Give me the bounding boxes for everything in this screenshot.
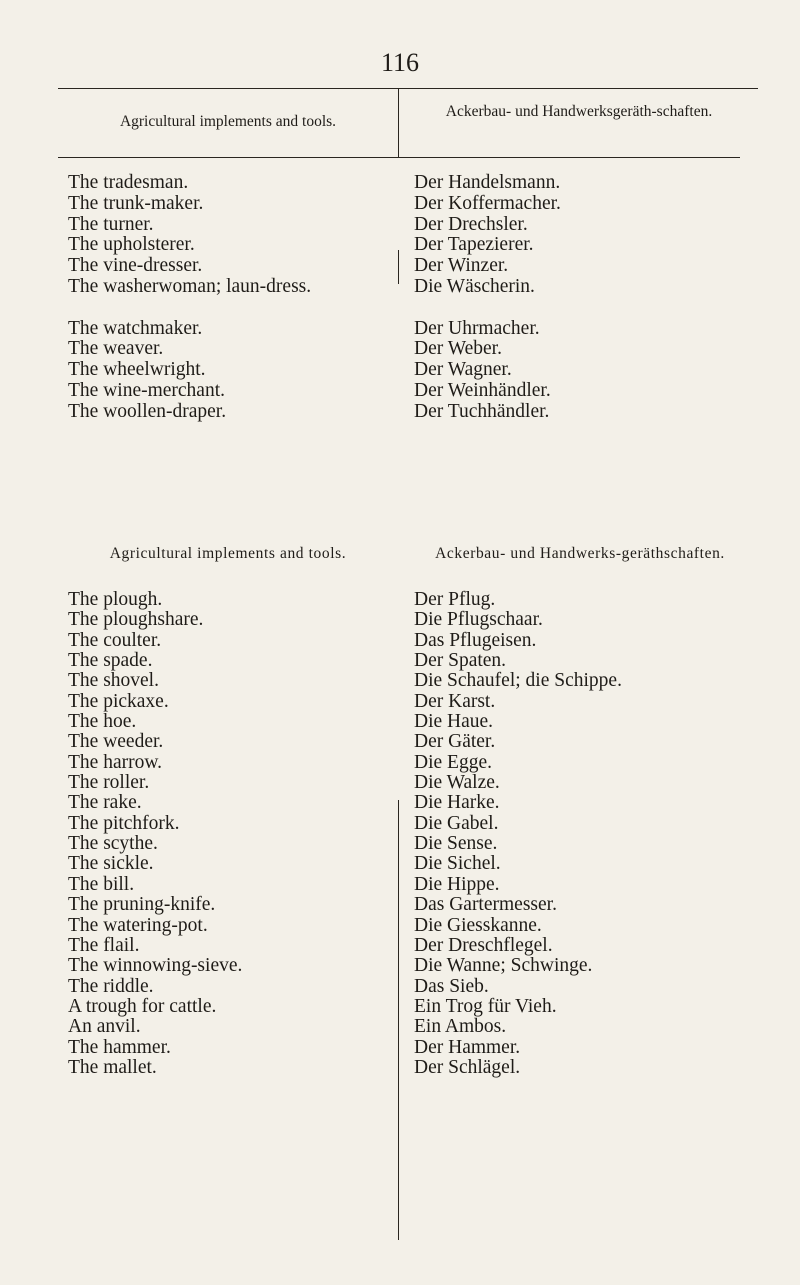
list-item: Ein Ambos. xyxy=(414,1016,507,1038)
list-item: Der Wagner. xyxy=(414,359,512,381)
list-item: Der Koffermacher. xyxy=(414,192,561,214)
list-item: Die Sense. xyxy=(414,833,498,855)
list-item: The watering-pot. xyxy=(68,914,208,936)
list-item: The pickaxe. xyxy=(68,690,169,712)
list-item: The ploughshare. xyxy=(68,609,204,631)
list-item: The wheelwright. xyxy=(68,359,206,381)
list-item: Die Pflugschaar. xyxy=(414,609,543,631)
list-item: The hammer. xyxy=(68,1036,171,1058)
list-item: Der Gäter. xyxy=(414,731,496,753)
list-item: The hoe. xyxy=(68,711,137,733)
list-item: Ein Trog für Vieh. xyxy=(414,995,557,1017)
section2-header-german: Ackerbau- und Handwerks-geräthschaften. xyxy=(435,545,725,562)
list-item: The flail. xyxy=(68,934,140,956)
section2-german-column xyxy=(414,590,760,1078)
section1-english-column xyxy=(68,173,396,423)
header-column-divider xyxy=(398,89,399,157)
list-item: Der Drechsler. xyxy=(414,213,528,235)
list-item: The pruning-knife. xyxy=(68,894,216,916)
list-item: Der Uhrmacher. xyxy=(414,317,540,339)
list-item: Der Spaten. xyxy=(414,650,507,672)
list-item: Der Karst. xyxy=(414,690,496,712)
list-item: Der Dreschflegel. xyxy=(414,934,553,956)
list-item: The watchmaker. xyxy=(68,317,203,339)
list-item: The riddle. xyxy=(68,975,154,997)
list-item: Der Hammer. xyxy=(414,1036,521,1058)
list-item: Die Giesskanne. xyxy=(414,914,542,936)
list-item: The scythe. xyxy=(68,833,158,855)
section2-english-column xyxy=(68,590,396,1078)
list-item: The woollen-draper. xyxy=(68,400,227,422)
list-item: The wine-merchant. xyxy=(68,379,226,401)
list-item: Die Harke. xyxy=(414,792,500,814)
list-item: The weeder. xyxy=(68,731,164,753)
list-item: The mallet. xyxy=(68,1056,157,1078)
list-item: The washerwoman; laun-dress. xyxy=(68,275,312,297)
list-item: An anvil. xyxy=(68,1016,141,1038)
list-item: The sickle. xyxy=(68,853,154,875)
list-item: The trunk-maker. xyxy=(68,192,204,214)
list-item: Der Weinhändler. xyxy=(414,379,551,401)
header-underline-rule xyxy=(58,157,740,158)
list-item: The vine-dresser. xyxy=(68,255,203,277)
list-item: The tradesman. xyxy=(68,172,189,193)
list-item: Das Gartermesser. xyxy=(414,894,557,916)
column-divider xyxy=(398,250,399,284)
list-item: Die Schaufel; die Schippe. xyxy=(414,670,622,692)
list-item: Das Pflugeisen. xyxy=(414,629,537,651)
list-item: Der Weber. xyxy=(414,338,502,360)
section1-german-column xyxy=(414,173,754,423)
list-item: Die Wäscherin. xyxy=(414,275,535,297)
list-item: Die Walze. xyxy=(414,772,500,794)
list-item: Der Tapezierer. xyxy=(414,234,534,256)
list-item: Der Handelsmann. xyxy=(414,172,561,193)
list-item: Der Winzer. xyxy=(414,255,509,277)
list-item: Der Pflug. xyxy=(414,589,496,610)
list-item: The pitchfork. xyxy=(68,812,180,834)
list-item: Die Gabel. xyxy=(414,812,499,834)
list-item: Das Sieb. xyxy=(414,975,489,997)
list-item: The turner. xyxy=(68,213,154,235)
list-item: Die Wanne; Schwinge. xyxy=(414,955,593,977)
list-item: Die Egge. xyxy=(414,751,492,773)
list-item: The weaver. xyxy=(68,338,164,360)
list-item: The coulter. xyxy=(68,629,162,651)
list-item: The roller. xyxy=(68,772,150,794)
section2-header-english: Agricultural implements and tools. xyxy=(109,545,347,562)
list-item: A trough for cattle. xyxy=(68,995,217,1017)
section1-header-german: Ackerbau- und Handwerksgeräth-schaften. xyxy=(445,103,713,120)
list-item: The shovel. xyxy=(68,670,159,692)
list-item: The bill. xyxy=(68,873,135,895)
list-item: The spade. xyxy=(68,650,153,672)
list-item: Die Haue. xyxy=(414,711,494,733)
list-item: The winnowing-sieve. xyxy=(68,955,243,977)
list-item: The upholsterer. xyxy=(68,234,195,256)
list-item: Der Schlägel. xyxy=(414,1056,521,1078)
list-item: Der Tuchhändler. xyxy=(414,400,550,422)
page-number: 116 xyxy=(380,48,420,77)
list-item: Die Hippe. xyxy=(414,873,500,895)
list-item: The harrow. xyxy=(68,751,163,773)
list-item: The rake. xyxy=(68,792,142,814)
section1-header-english: Agricultural implements and tools. xyxy=(119,113,337,130)
list-item: Die Sichel. xyxy=(414,853,501,875)
top-rule xyxy=(58,88,758,89)
column-divider xyxy=(398,800,399,1240)
list-item: The plough. xyxy=(68,589,163,610)
